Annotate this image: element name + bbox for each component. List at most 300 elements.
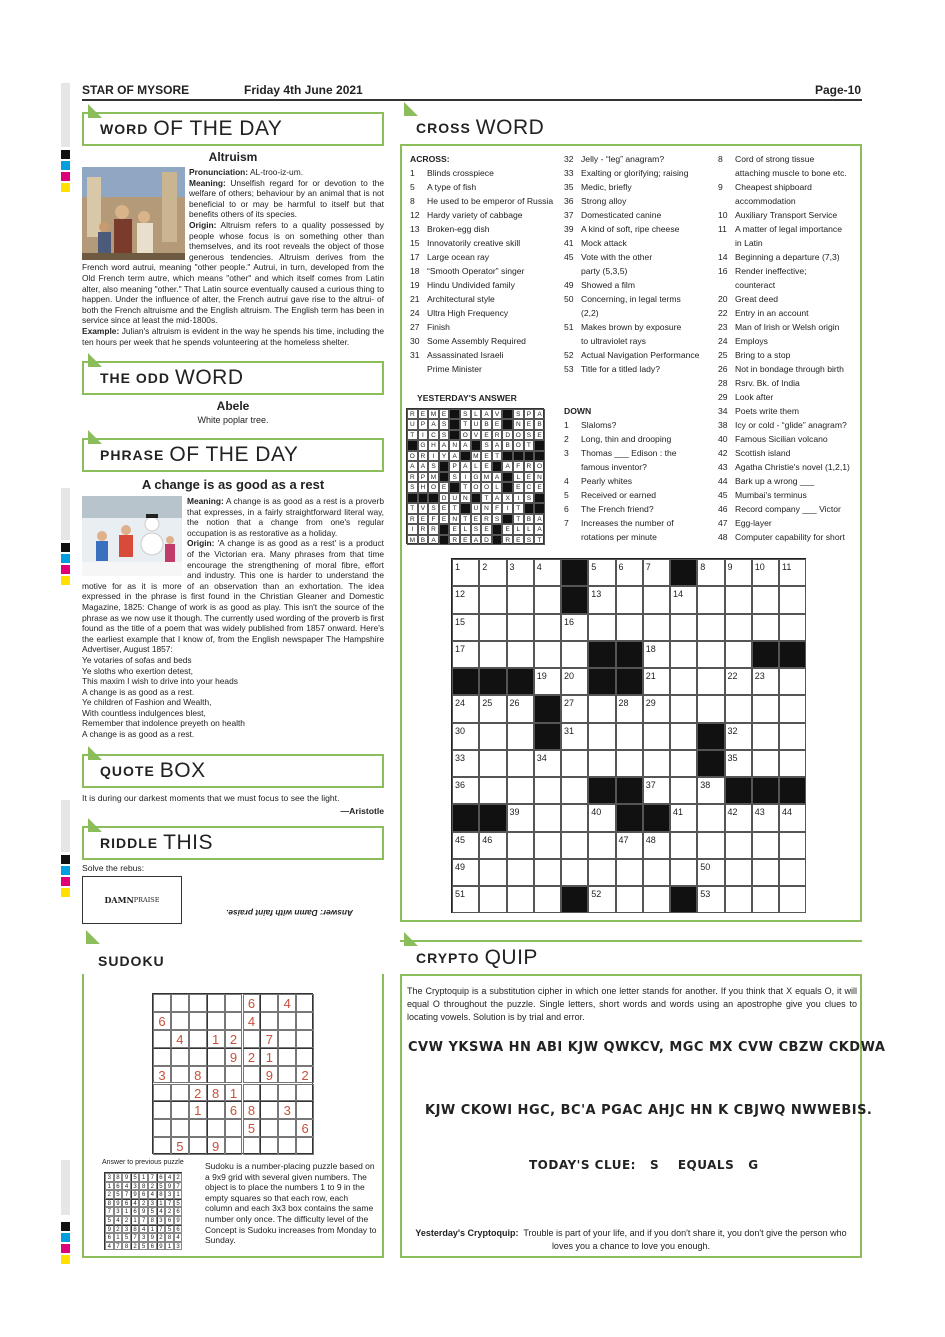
yesterday-cell: E xyxy=(418,514,429,524)
crossword-cell[interactable] xyxy=(507,614,534,641)
yesterday-cell: O xyxy=(481,482,492,492)
crossword-cell[interactable] xyxy=(588,750,615,777)
yesterday-cell: S xyxy=(524,493,535,503)
crossword-cell[interactable]: 2 xyxy=(479,559,506,586)
crossword-cell[interactable]: 51 xyxy=(452,886,479,913)
crossword-cell[interactable] xyxy=(507,641,534,668)
crossword-cell[interactable] xyxy=(779,668,806,695)
crossword-cell[interactable] xyxy=(779,832,806,859)
crossword-cell[interactable]: 27 xyxy=(561,695,588,722)
crossword-cell[interactable]: 44 xyxy=(779,804,806,831)
prev-sudoku-cell: 9 xyxy=(174,1216,183,1225)
crossword-cell[interactable] xyxy=(779,614,806,641)
sudoku-cell[interactable] xyxy=(260,1119,278,1137)
crossword-cell[interactable] xyxy=(534,586,561,613)
crossword-cell[interactable] xyxy=(670,777,697,804)
clue-item: 39 A kind of soft, ripe cheese xyxy=(564,224,680,234)
crossword-cell[interactable] xyxy=(670,668,697,695)
sudoku-cell[interactable] xyxy=(171,1012,189,1030)
crossword-cell[interactable] xyxy=(561,804,588,831)
crossword-cell[interactable] xyxy=(697,668,724,695)
crossword-cell[interactable] xyxy=(752,859,779,886)
crossword-cell[interactable] xyxy=(507,777,534,804)
color-swatch xyxy=(61,172,70,181)
clue-item: 11 A matter of legal importance xyxy=(718,224,842,234)
yesterday-cell: E xyxy=(471,514,482,524)
sudoku-cell: 8 xyxy=(243,1101,261,1119)
crossword-cell xyxy=(479,804,506,831)
sudoku-cell[interactable] xyxy=(207,1048,225,1066)
sudoku-cell[interactable] xyxy=(296,1030,314,1048)
crossword-cell[interactable] xyxy=(643,886,670,913)
sudoku-cell[interactable] xyxy=(189,1030,207,1048)
yesterday-cell: L xyxy=(492,482,503,492)
sudoku-cell[interactable] xyxy=(153,1137,171,1155)
crossword-cell[interactable] xyxy=(643,723,670,750)
crossword-cell[interactable] xyxy=(670,641,697,668)
crossword-cell[interactable]: 39 xyxy=(507,804,534,831)
crossword-cell[interactable] xyxy=(561,832,588,859)
crossword-cell[interactable] xyxy=(479,586,506,613)
prev-sudoku-cell: 3 xyxy=(114,1207,123,1216)
crossword-cell[interactable]: 30 xyxy=(452,723,479,750)
yesterday-cell: S xyxy=(524,535,535,545)
crossword-cell[interactable] xyxy=(616,859,643,886)
crossword-cell[interactable] xyxy=(588,614,615,641)
prev-sudoku-cell: 9 xyxy=(114,1199,123,1208)
sudoku-cell[interactable] xyxy=(278,1048,296,1066)
crossword-cell[interactable] xyxy=(697,614,724,641)
sudoku-cell[interactable] xyxy=(278,1066,296,1084)
sudoku-cell[interactable] xyxy=(243,1066,261,1084)
crossword-cell[interactable] xyxy=(779,586,806,613)
crossword-cell[interactable]: 5 xyxy=(588,559,615,586)
crossword-cell[interactable]: 49 xyxy=(452,859,479,886)
crossword-cell[interactable]: 37 xyxy=(643,777,670,804)
sudoku-cell[interactable] xyxy=(225,1137,243,1155)
sudoku-cell[interactable] xyxy=(207,1101,225,1119)
crossword-cell[interactable] xyxy=(725,641,752,668)
crossword-cell[interactable]: 3 xyxy=(507,559,534,586)
crossword-cell[interactable] xyxy=(534,886,561,913)
yesterday-grid xyxy=(406,408,544,544)
prev-sudoku-cell: 4 xyxy=(165,1173,174,1182)
crossword-cell[interactable]: 6 xyxy=(616,559,643,586)
sudoku-cell[interactable] xyxy=(225,1012,243,1030)
yesterday-cell: O xyxy=(534,461,545,471)
crossword-cell[interactable] xyxy=(670,695,697,722)
crossword-cell[interactable] xyxy=(588,695,615,722)
sudoku-cell[interactable] xyxy=(171,1101,189,1119)
yesterday-title: YESTERDAY'S ANSWER xyxy=(417,393,517,403)
prev-sudoku-cell: 9 xyxy=(165,1182,174,1191)
crossword-cell[interactable]: 33 xyxy=(452,750,479,777)
yesterday-cell xyxy=(460,503,471,513)
crossword-cell[interactable] xyxy=(779,723,806,750)
yesterday-cell: S xyxy=(481,440,492,450)
sudoku-cell[interactable] xyxy=(153,1084,171,1102)
yesterday-cell xyxy=(513,451,524,461)
yesterday-cell: E xyxy=(524,472,535,482)
sudoku-cell[interactable] xyxy=(153,1101,171,1119)
sudoku-cell: 1 xyxy=(207,1030,225,1048)
crossword-cell[interactable] xyxy=(479,614,506,641)
prev-sudoku-cell: 9 xyxy=(139,1207,148,1216)
crossword-cell[interactable] xyxy=(643,750,670,777)
yesterday-cell: A xyxy=(439,440,450,450)
yesterday-cell xyxy=(492,535,503,545)
crossword-cell[interactable] xyxy=(616,750,643,777)
crossword-cell[interactable]: 31 xyxy=(561,723,588,750)
yesterday-cell: L xyxy=(471,461,482,471)
crossword-cell[interactable]: 12 xyxy=(452,586,479,613)
crossword-cell[interactable] xyxy=(534,641,561,668)
crossword-cell[interactable]: 14 xyxy=(670,586,697,613)
yesterday-cell: C xyxy=(428,430,439,440)
sudoku-cell[interactable] xyxy=(296,1101,314,1119)
crossword-cell[interactable] xyxy=(697,695,724,722)
crossword-cell[interactable]: 47 xyxy=(616,832,643,859)
sudoku-cell[interactable] xyxy=(278,1084,296,1102)
sudoku-cell[interactable] xyxy=(260,1137,278,1155)
crossword-cell[interactable]: 36 xyxy=(452,777,479,804)
yesterday-cell xyxy=(439,472,450,482)
crossword-cell[interactable] xyxy=(670,832,697,859)
crossword-cell[interactable]: 26 xyxy=(507,695,534,722)
crossword-cell[interactable]: 40 xyxy=(588,804,615,831)
crossword-cell[interactable] xyxy=(725,832,752,859)
sudoku-cell[interactable] xyxy=(171,1048,189,1066)
odd-word-header: THE ODD WORD xyxy=(82,361,384,395)
crossword-cell[interactable] xyxy=(643,614,670,641)
down-col-2 xyxy=(718,152,860,544)
clue-item: 38 Icy or cold - “glide” anagram? xyxy=(718,420,847,430)
prev-sudoku-cell: 7 xyxy=(131,1233,140,1242)
crossword-cell[interactable] xyxy=(697,641,724,668)
crossword-cell[interactable] xyxy=(779,750,806,777)
prev-sudoku-cell: 7 xyxy=(105,1207,114,1216)
clue-item: 32 Jelly - “leg” anagram? xyxy=(564,154,665,164)
crossword-cell[interactable] xyxy=(588,723,615,750)
crossword-cell[interactable] xyxy=(561,750,588,777)
crossword-cell[interactable] xyxy=(534,832,561,859)
sudoku-cell[interactable] xyxy=(243,1030,261,1048)
yesterday-cell: S xyxy=(407,482,418,492)
crossword-cell[interactable] xyxy=(643,859,670,886)
crossword-cell[interactable] xyxy=(779,859,806,886)
sudoku-cell[interactable] xyxy=(153,994,171,1012)
crossword-cell[interactable] xyxy=(561,641,588,668)
crossword-cell[interactable] xyxy=(561,777,588,804)
crossword-cell[interactable]: 13 xyxy=(588,586,615,613)
altruism-painting xyxy=(82,167,185,260)
sudoku-cell[interactable] xyxy=(189,1119,207,1137)
sudoku-cell[interactable] xyxy=(296,1048,314,1066)
crossword-cell[interactable]: 25 xyxy=(479,695,506,722)
crossword-cell[interactable] xyxy=(616,586,643,613)
yesterday-cell: S xyxy=(428,461,439,471)
sudoku-cell[interactable] xyxy=(153,1048,171,1066)
prev-sudoku-cell: 8 xyxy=(105,1199,114,1208)
sudoku-cell[interactable] xyxy=(260,1084,278,1102)
sudoku-cell[interactable] xyxy=(189,1048,207,1066)
sudoku-cell[interactable] xyxy=(243,1137,261,1155)
crossword-cell[interactable] xyxy=(479,750,506,777)
sudoku-cell[interactable] xyxy=(171,1066,189,1084)
crossword-cell[interactable] xyxy=(725,586,752,613)
crossword-cell[interactable]: 38 xyxy=(697,777,724,804)
sudoku-cell[interactable] xyxy=(171,994,189,1012)
crossword-cell[interactable] xyxy=(616,614,643,641)
yesterday-cell: S xyxy=(492,514,503,524)
sudoku-cell[interactable] xyxy=(153,1119,171,1137)
yesterday-cell: X xyxy=(502,493,513,503)
clue-item: 7 Increases the number of xyxy=(564,518,674,528)
yesterday-cell: C xyxy=(524,482,535,492)
crossword-cell[interactable]: 24 xyxy=(452,695,479,722)
crossword-cell[interactable]: 17 xyxy=(452,641,479,668)
crossword-cell[interactable]: 28 xyxy=(616,695,643,722)
sudoku-cell: 6 xyxy=(225,1101,243,1119)
page-number: Page-10 xyxy=(815,83,862,97)
crossword-cell[interactable]: 35 xyxy=(725,750,752,777)
yesterday-cell: E xyxy=(418,409,429,419)
crossword-cell[interactable]: 15 xyxy=(452,614,479,641)
word-body: Pronunciation: AL-troo-iz-um. Meaning: Unselfish regard for or devotion to the welfare of others; behaviour by an animal that is not beneficial to or may be harmful to itself but that benefits others of its species. Origin: Altruism refers to a quality possessed by people whose focus is on something other than themselves, and its root reveals the object of those generous tendencies. Altruism derives from the French word autrui, meaning "other people." Autrui, in turn, developed from the Old French term autre, which means "other" and which itself comes from Latin alter, also meaning "other." That Latin source eventually caused a curious thing to happen. Under the influence of alter, the French autrui gave rise to the altrui- of both the French altruisme and the English altruism. The English term has been in service since at least the mid-1800s. Example: Julian's altruism is evident in the way he spends his time, including the ten hours per week that he spends volunteering at the homeless shelter. xyxy=(82,167,384,347)
clue-item: 14 Beginning a departure (7,3) xyxy=(718,252,840,262)
color-swatch xyxy=(61,183,70,192)
sudoku-cell[interactable] xyxy=(278,1012,296,1030)
sudoku-cell[interactable] xyxy=(189,1137,207,1155)
crossword-cell[interactable] xyxy=(752,695,779,722)
crossword-cell[interactable]: 42 xyxy=(725,804,752,831)
crossword-cell[interactable] xyxy=(697,586,724,613)
sudoku-cell[interactable] xyxy=(207,1012,225,1030)
crossword-cell[interactable]: 20 xyxy=(561,668,588,695)
crossword-cell[interactable]: 52 xyxy=(588,886,615,913)
crossword-cell[interactable]: 1 xyxy=(452,559,479,586)
sudoku-cell[interactable] xyxy=(171,1084,189,1102)
sudoku-header: SUDOKU xyxy=(82,940,384,974)
crossword-cell[interactable]: 16 xyxy=(561,614,588,641)
crossword-cell[interactable]: 50 xyxy=(697,859,724,886)
sudoku-cell: 4 xyxy=(243,1012,261,1030)
prev-sudoku-cell: 8 xyxy=(122,1242,131,1251)
crossword-cell[interactable] xyxy=(752,750,779,777)
crossword-cell xyxy=(616,668,643,695)
crossword-cell[interactable] xyxy=(616,723,643,750)
crossword-cell[interactable]: 34 xyxy=(534,750,561,777)
crossword-cell[interactable] xyxy=(697,804,724,831)
crossword-cell[interactable] xyxy=(534,804,561,831)
sudoku-cell[interactable] xyxy=(207,994,225,1012)
yesterday-cell: S xyxy=(471,524,482,534)
sudoku-cell[interactable] xyxy=(296,1137,314,1155)
crossword-cell[interactable] xyxy=(779,886,806,913)
sudoku-cell[interactable] xyxy=(153,1030,171,1048)
sudoku-cell[interactable] xyxy=(189,1012,207,1030)
crossword-cell xyxy=(561,559,588,586)
sudoku-cell[interactable] xyxy=(243,1084,261,1102)
crossword-cell[interactable] xyxy=(588,832,615,859)
yesterday-cell: O xyxy=(407,451,418,461)
prev-sudoku-cell: 5 xyxy=(165,1225,174,1234)
prev-sudoku-cell: 6 xyxy=(114,1182,123,1191)
color-swatch xyxy=(61,877,70,886)
crossword-cell[interactable] xyxy=(752,832,779,859)
crossword-cell[interactable] xyxy=(507,886,534,913)
sudoku-cell: 7 xyxy=(260,1030,278,1048)
crossword-cell[interactable]: 11 xyxy=(779,559,806,586)
crossword-cell[interactable]: 48 xyxy=(643,832,670,859)
crossword-cell[interactable]: 19 xyxy=(534,668,561,695)
crossword-cell[interactable]: 10 xyxy=(752,559,779,586)
crossword-cell[interactable] xyxy=(725,886,752,913)
yesterday-cell: P xyxy=(418,472,429,482)
yesterday-cell: M xyxy=(471,451,482,461)
crossword-cell[interactable] xyxy=(588,859,615,886)
yesterday-cell: A xyxy=(534,409,545,419)
crossword-cell[interactable]: 32 xyxy=(725,723,752,750)
crossword-cell[interactable] xyxy=(479,641,506,668)
crossword-cell[interactable]: 46 xyxy=(479,832,506,859)
crossword-cell[interactable] xyxy=(752,586,779,613)
clue-item: 9 Cheapest shipboard xyxy=(718,182,812,192)
yesterday-cell: U xyxy=(471,503,482,513)
crossword-cell[interactable] xyxy=(725,695,752,722)
sudoku-cell[interactable] xyxy=(207,1066,225,1084)
sudoku-cell[interactable] xyxy=(278,1137,296,1155)
crossword-cell[interactable] xyxy=(507,832,534,859)
sudoku-cell[interactable] xyxy=(296,1084,314,1102)
crossword-cell[interactable] xyxy=(534,777,561,804)
sudoku-cell[interactable] xyxy=(207,1119,225,1137)
crossword-cell xyxy=(588,641,615,668)
prev-sudoku-cell: 9 xyxy=(131,1190,140,1199)
sudoku-cell[interactable] xyxy=(278,1119,296,1137)
crossword-cell xyxy=(725,777,752,804)
yesterday-cell: T xyxy=(513,514,524,524)
sudoku-cell[interactable] xyxy=(278,1030,296,1048)
crossword-cell[interactable] xyxy=(507,859,534,886)
sudoku-cell[interactable] xyxy=(260,1101,278,1119)
crossword-cell[interactable]: 29 xyxy=(643,695,670,722)
crossword-cell[interactable] xyxy=(670,750,697,777)
sudoku-cell[interactable] xyxy=(171,1119,189,1137)
clue-item: 18 “Smooth Operator” singer xyxy=(410,266,525,276)
clue-item: 37 Domesticated canine xyxy=(564,210,662,220)
prev-sudoku-cell: 6 xyxy=(139,1190,148,1199)
crossword-cell[interactable]: 7 xyxy=(643,559,670,586)
sudoku-cell[interactable] xyxy=(260,1012,278,1030)
crossword-cell[interactable] xyxy=(725,614,752,641)
crossword-cell[interactable] xyxy=(507,750,534,777)
crossword-cell[interactable] xyxy=(752,723,779,750)
yesterday-cell xyxy=(407,493,418,503)
sudoku-cell[interactable] xyxy=(225,1066,243,1084)
clue-item: accommodation xyxy=(735,196,796,206)
crossword-cell[interactable] xyxy=(779,695,806,722)
crossword-cell[interactable] xyxy=(670,723,697,750)
crossword-cell xyxy=(507,668,534,695)
sudoku-grid xyxy=(152,993,313,1154)
crossword-cell[interactable] xyxy=(670,859,697,886)
crossword-cell[interactable]: 22 xyxy=(725,668,752,695)
crossword-cell[interactable]: 9 xyxy=(725,559,752,586)
crossword-cell[interactable]: 8 xyxy=(697,559,724,586)
yesterday-cell: I xyxy=(418,430,429,440)
crossword-cell xyxy=(588,777,615,804)
yesterday-cell: S xyxy=(439,430,450,440)
sudoku-cell[interactable] xyxy=(189,994,207,1012)
crossword-cell[interactable] xyxy=(752,886,779,913)
prev-sudoku-cell: 8 xyxy=(157,1190,166,1199)
yesterday-cell: L xyxy=(513,472,524,482)
crossword-cell[interactable] xyxy=(561,859,588,886)
crossword-cell[interactable] xyxy=(697,832,724,859)
crossword-cell[interactable] xyxy=(752,614,779,641)
prev-sudoku-cell: 6 xyxy=(122,1199,131,1208)
crossword-cell[interactable] xyxy=(725,859,752,886)
crossword-cell[interactable]: 23 xyxy=(752,668,779,695)
sudoku-cell[interactable] xyxy=(260,994,278,1012)
crossword-cell[interactable]: 21 xyxy=(643,668,670,695)
clue-item: 5 Received or earned xyxy=(564,490,657,500)
clue-item: 26 Not in bondage through birth xyxy=(718,364,844,374)
prev-sudoku-cell: 6 xyxy=(131,1207,140,1216)
crossword-cell[interactable] xyxy=(479,886,506,913)
sudoku-cell: 6 xyxy=(243,994,261,1012)
prev-sudoku-cell: 9 xyxy=(157,1242,166,1251)
clue-item: 23 Man of Irish or Welsh origin xyxy=(718,322,840,332)
crossword-cell[interactable] xyxy=(616,886,643,913)
yesterday-cell: M xyxy=(407,535,418,545)
riddle-header: RIDDLE THIS xyxy=(82,826,384,860)
prev-sudoku-cell: 2 xyxy=(114,1225,123,1234)
yesterday-cell: V xyxy=(418,503,429,513)
sudoku-cell[interactable] xyxy=(225,1119,243,1137)
crossword-cell[interactable]: 41 xyxy=(670,804,697,831)
yesterday-cell: F xyxy=(492,503,503,513)
crossword-cell[interactable] xyxy=(479,777,506,804)
color-swatch xyxy=(61,866,70,875)
prev-sudoku-cell: 1 xyxy=(105,1182,114,1191)
crossword-cell[interactable]: 18 xyxy=(643,641,670,668)
crossword-cell[interactable]: 45 xyxy=(452,832,479,859)
yesterday-cell: A xyxy=(407,461,418,471)
crossword-cell[interactable] xyxy=(479,723,506,750)
sudoku-cell[interactable] xyxy=(296,1012,314,1030)
crossword-cell[interactable] xyxy=(507,586,534,613)
yesterday-cell: B xyxy=(481,419,492,429)
crossword-cell[interactable] xyxy=(479,859,506,886)
clue-item: (2,2) xyxy=(581,308,599,318)
crossword-cell[interactable]: 53 xyxy=(697,886,724,913)
riddle-answer: Answer: Damn with faint praise. xyxy=(226,908,354,918)
crossword-cell[interactable] xyxy=(507,723,534,750)
crossword-cell[interactable] xyxy=(643,586,670,613)
phrase-header: PHRASE OF THE DAY xyxy=(82,438,384,472)
margin-bar xyxy=(61,1160,70,1215)
sudoku-cell[interactable] xyxy=(296,994,314,1012)
crossword-cell[interactable]: 43 xyxy=(752,804,779,831)
sudoku-cell: 9 xyxy=(207,1137,225,1155)
crossword-cell[interactable]: 4 xyxy=(534,559,561,586)
crossword-cell[interactable] xyxy=(534,614,561,641)
crossword-cell[interactable] xyxy=(534,859,561,886)
sudoku-cell[interactable] xyxy=(225,994,243,1012)
crossword-cell[interactable] xyxy=(670,614,697,641)
